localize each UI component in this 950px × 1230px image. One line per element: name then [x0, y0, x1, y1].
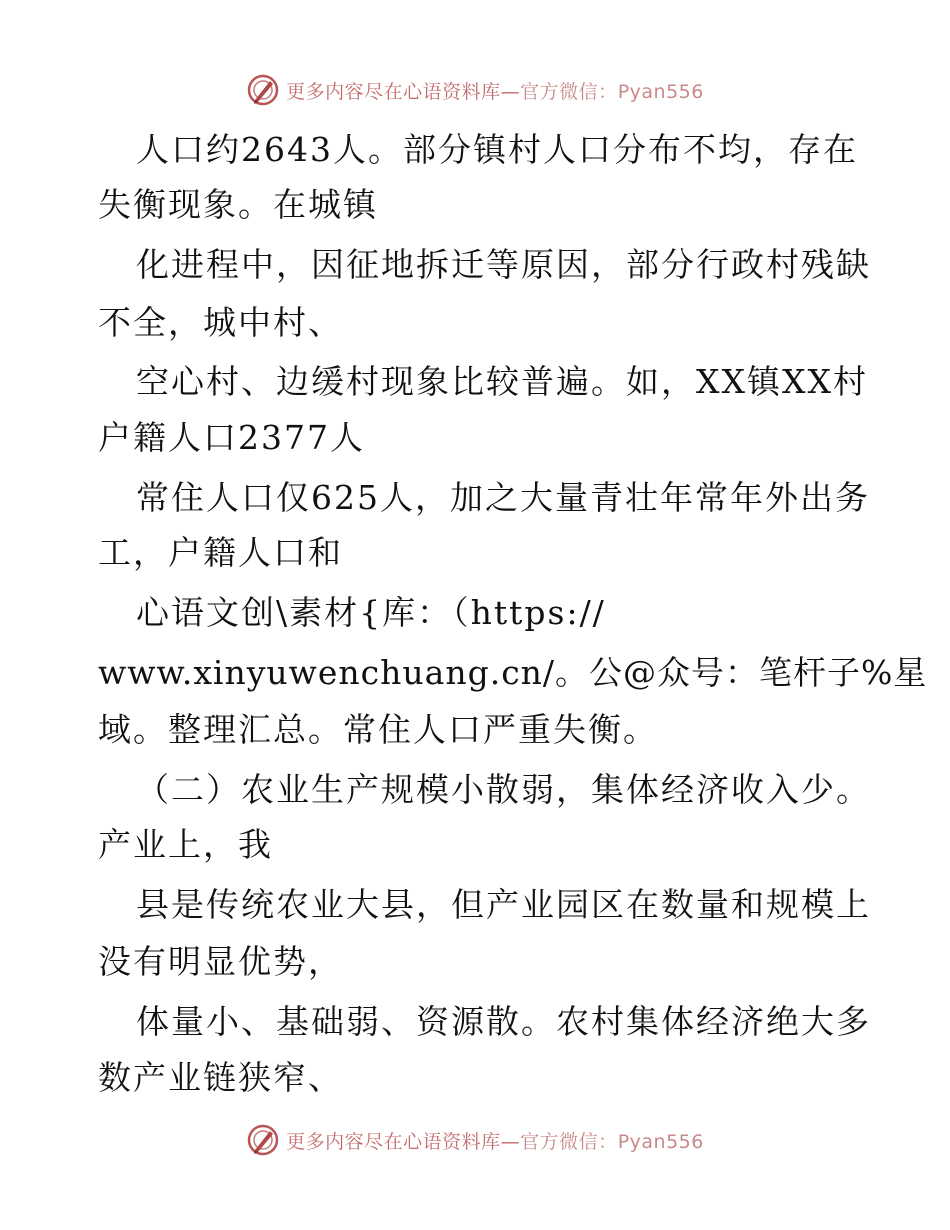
text-line: 没有明显优势，	[98, 942, 343, 981]
text-line: 户籍人口2377人	[98, 418, 365, 457]
watermark-handle: Pyan556	[617, 1130, 704, 1153]
text-line: 体量小、基础弱、资源散。农村集体经济绝大多	[136, 1002, 871, 1041]
text-line: 空心村、边缓村现象比较普遍。如，XX镇XX村	[136, 362, 868, 401]
text-line: 心语文创\素材{库：（https://	[136, 593, 606, 632]
footer-watermark	[0, 1120, 950, 1160]
text-line: www.xinyuwenchuang.cn/。公@众号：笔杆子%星	[98, 653, 928, 692]
watermark-official: 官方微信：	[520, 80, 618, 103]
text-line: 化进程中，因征地拆迁等原因，部分行政村残缺	[136, 245, 871, 284]
text-line: 数产业链狭窄、	[98, 1058, 343, 1097]
watermark-text	[286, 77, 704, 104]
text-line: 常住人口仅625人，加之大量青壮年常年外出务	[136, 478, 870, 517]
pen-logo-icon	[246, 73, 280, 107]
watermark-dash: —	[500, 80, 521, 103]
text-line: （二）农业生产规模小散弱，集体经济收入少。	[136, 770, 871, 809]
watermark-official: 官方微信：	[520, 1130, 618, 1153]
text-line: 工，户籍人口和	[98, 533, 343, 572]
text-line: 失衡现象。在城镇	[98, 185, 378, 224]
text-line: 不全，城中村、	[98, 303, 343, 342]
text-line: 域。整理汇总。常住人口严重失衡。	[98, 710, 658, 749]
watermark-handle: Pyan556	[617, 80, 704, 103]
watermark-slogan: 更多内容尽在心语资料库	[286, 1130, 501, 1153]
watermark-dash: —	[500, 1130, 521, 1153]
text-line: 产业上，我	[98, 825, 273, 864]
header-watermark	[0, 70, 950, 110]
watermark-slogan: 更多内容尽在心语资料库	[286, 80, 501, 103]
text-line: 人口约2643人。部分镇村人口分布不均，存在	[136, 130, 858, 169]
watermark-text	[286, 1127, 704, 1154]
pen-logo-icon	[246, 1123, 280, 1157]
text-line: 县是传统农业大县，但产业园区在数量和规模上	[136, 885, 871, 924]
